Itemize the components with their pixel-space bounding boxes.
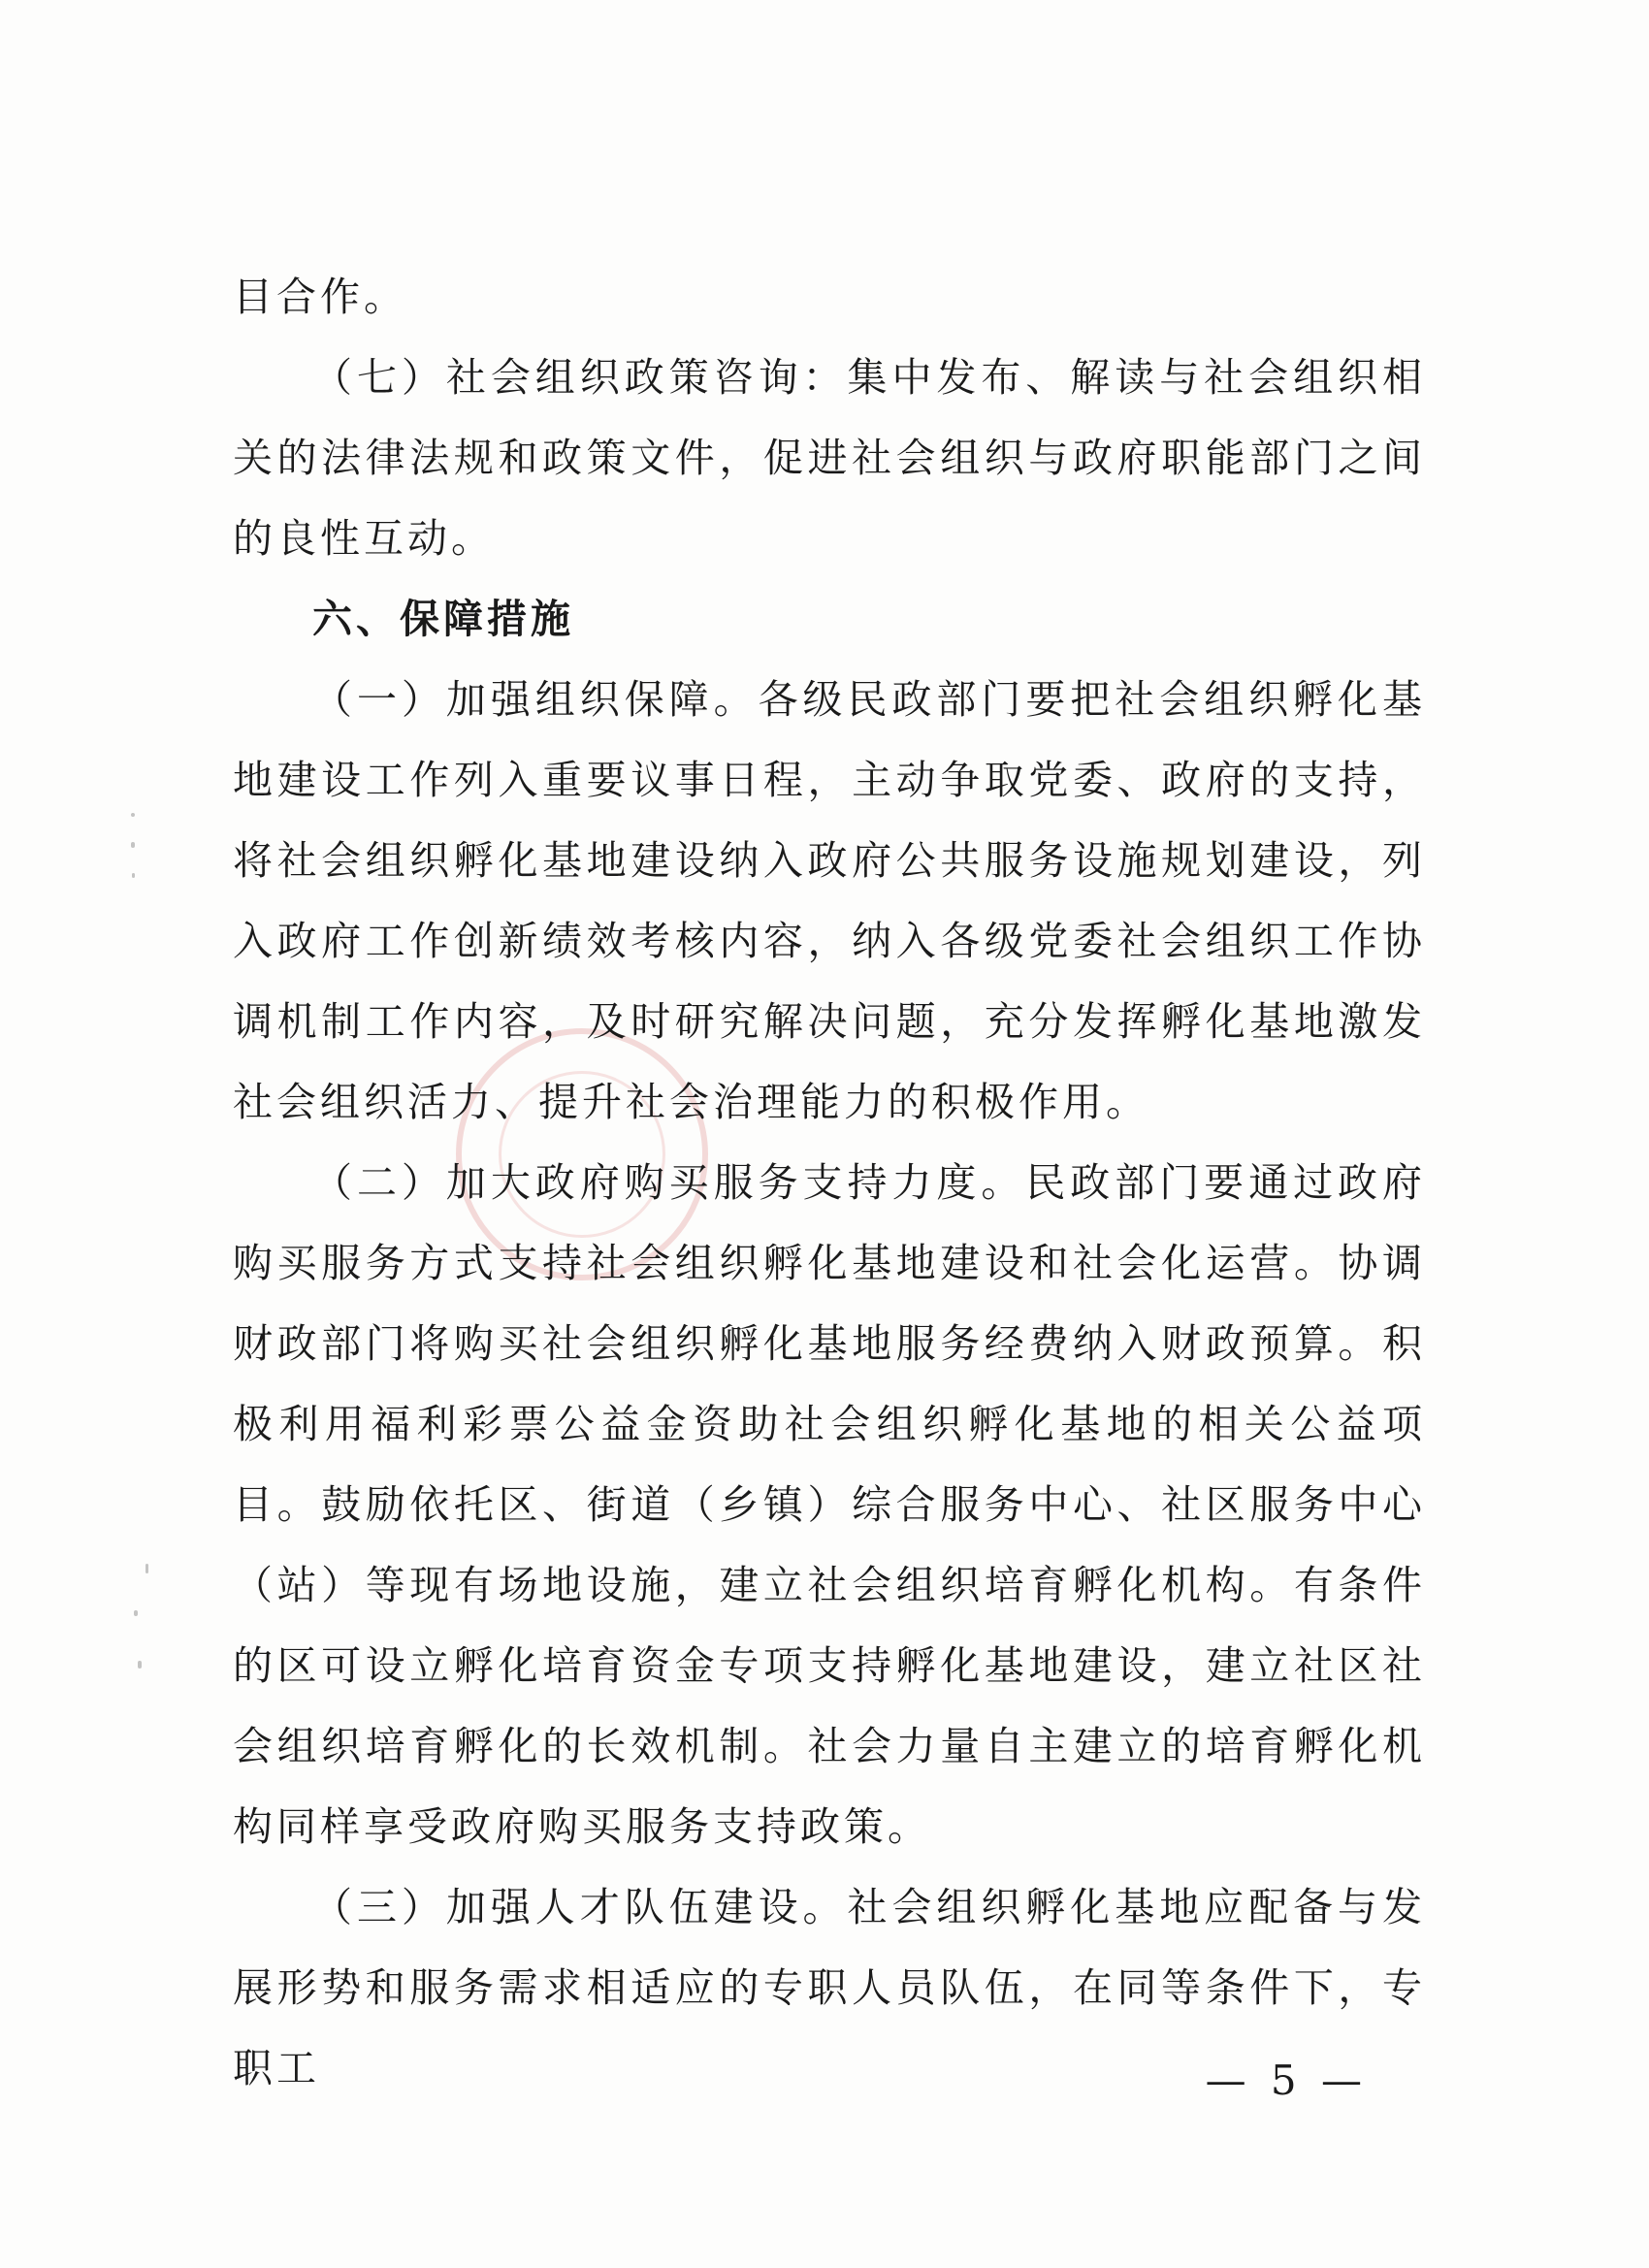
margin-speck (138, 1661, 142, 1669)
paragraph-government-purchase-support: （二）加大政府购买服务支持力度。民政部门要通过政府购买服务方式支持社会组织孵化基地建设和社会化运营。协调财政部门将购买社会组织孵化基地服务经费纳入财政预算。积极利用福利彩票公益金资助社会组织孵化基地的相关公益项目。鼓励依托区、街道（乡镇）综合服务中心、社区服务中心（站）等现有场地设施，建立社会组织培育孵化机构。有条件的区可设立孵化培育资金专项支持孵化基地建设，建立社区社会组织培育孵化的长效机制。社会力量自主建立的培育孵化机构同样享受政府购买服务支持政策。 (233, 1159, 1426, 1850)
paragraph-organizational-guarantee: （一）加强组织保障。各级民政部门要把社会组织孵化基地建设工作列入重要议事日程，主动争取党委、政府的支持，将社会组织孵化基地建设纳入政府公共服务设施规划建设，列入政府工作创新绩效考核内容，纳入各级党委社会组织工作协调机制工作内容，及时研究解决问题，充分发挥孵化基地激发社会组织活力、提升社会治理能力的积极作用。 (233, 676, 1426, 1125)
paragraph-talent-team-building: （三）加强人才队伍建设。社会组织孵化基地应配备与发展形势和服务需求相适应的专职人员队伍，在同等条件下，专职工 (233, 1884, 1426, 2091)
margin-speck (131, 842, 135, 848)
margin-speck (132, 873, 135, 878)
margin-speck (146, 1564, 148, 1573)
margin-speck (131, 813, 135, 817)
margin-speck (134, 1610, 138, 1616)
page-number: — 5 — (1205, 2057, 1368, 2104)
paragraph-policy-consulting: （七）社会组织政策咨询：集中发布、解读与社会组织相关的法律法规和政策文件，促进社会组织与政府职能部门之间的良性互动。 (233, 354, 1426, 562)
section-heading-safeguards: 六、保障措施 (312, 596, 574, 642)
paragraph-continuation: 目合作。 (233, 274, 407, 320)
document-body (233, 257, 1426, 2109)
